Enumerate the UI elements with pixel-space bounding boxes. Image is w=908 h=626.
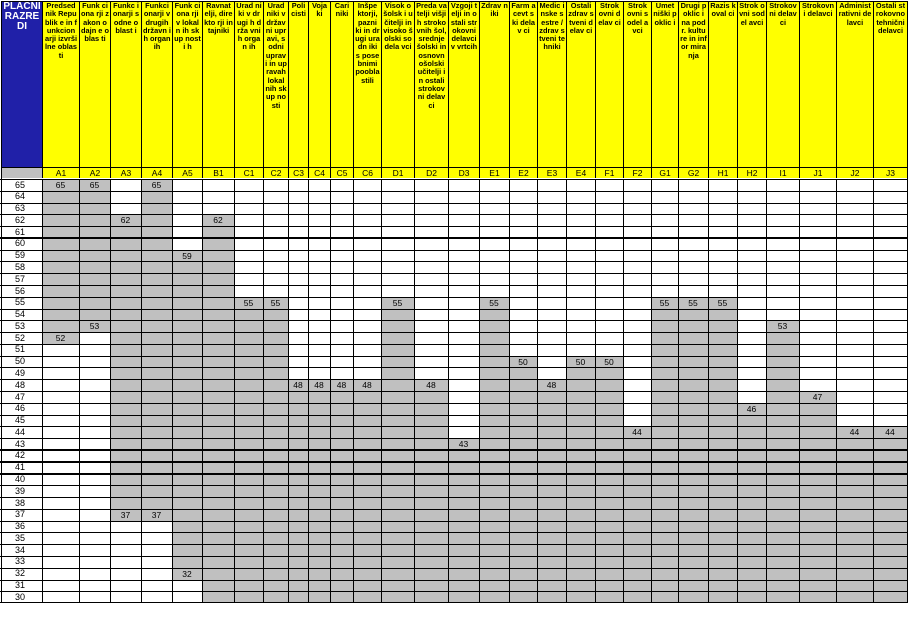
column-divider	[873, 179, 874, 603]
row-divider	[0, 250, 908, 251]
column-divider	[1, 179, 2, 603]
row-divider	[0, 203, 908, 204]
range-bar-c4	[308, 379, 330, 603]
grade-label: 38	[14, 497, 25, 508]
column-code-e2: E2	[509, 167, 537, 178]
range-bar-f1	[595, 356, 623, 603]
column-header-j2: Administrativni delavci	[836, 1, 873, 167]
column-code-d2: D2	[414, 167, 448, 178]
row-divider	[0, 521, 908, 522]
range-max-e3: 48	[546, 380, 557, 391]
row-divider	[0, 273, 908, 274]
range-bar-e3	[537, 379, 566, 603]
row-divider	[0, 403, 908, 404]
row-divider	[0, 391, 908, 392]
grade-label: 51	[14, 344, 25, 355]
row-divider	[0, 320, 908, 321]
column-code-e1: E1	[479, 167, 509, 178]
column-divider	[651, 179, 652, 603]
column-divider	[172, 179, 173, 603]
grade-label: 54	[14, 309, 25, 320]
column-divider	[509, 179, 510, 603]
column-header-e1: Zdrav niki	[479, 1, 509, 167]
range-max-c3: 48	[293, 380, 303, 391]
range-max-b1: 62	[213, 215, 223, 226]
column-code-c1: C1	[234, 167, 263, 178]
row-divider	[0, 214, 908, 215]
column-code-d1: D1	[381, 167, 414, 178]
range-min-a4: 37	[151, 509, 162, 520]
column-divider	[234, 179, 235, 603]
column-divider	[799, 179, 800, 603]
range-bar-j2	[836, 426, 873, 603]
group-divider	[0, 449, 908, 451]
column-header-j1: Strokovni delavci	[799, 1, 836, 167]
row-header-label: PLAČNI RAZREDI	[1, 1, 42, 167]
row-divider	[0, 344, 908, 345]
range-max-j3: 44	[885, 427, 895, 438]
column-divider	[308, 179, 309, 603]
grade-label: 46	[14, 403, 25, 414]
row-divider	[0, 485, 908, 486]
range-max-e2: 50	[518, 356, 528, 367]
column-code-i1: I1	[766, 167, 799, 178]
grade-label: 39	[14, 485, 25, 496]
group-divider	[0, 426, 908, 428]
grade-label: 33	[14, 556, 25, 567]
column-code-d3: D3	[448, 167, 479, 178]
range-bar-c5	[330, 379, 353, 603]
range-max-d2: 48	[426, 380, 436, 391]
column-divider	[141, 179, 142, 603]
column-divider	[330, 179, 331, 603]
grade-label: 48	[14, 379, 25, 390]
column-header-h1: Razis koval ci	[708, 1, 737, 167]
grade-label: 43	[14, 438, 25, 449]
group-divider	[0, 473, 908, 475]
column-code-c4: C4	[308, 167, 330, 178]
range-bar-c3	[288, 379, 308, 603]
grade-label: 32	[14, 568, 25, 579]
column-divider	[737, 179, 738, 603]
range-min-a2: 53	[89, 321, 100, 332]
range-max-c5: 48	[336, 380, 347, 391]
column-code-c2: C2	[263, 167, 288, 178]
range-min-a1: 52	[55, 333, 66, 344]
column-code-h2: H2	[737, 167, 766, 178]
column-divider	[678, 179, 679, 603]
row-divider	[0, 556, 908, 557]
column-divider	[537, 179, 538, 603]
column-code-e3: E3	[537, 167, 566, 178]
column-divider	[263, 179, 264, 603]
column-header-d1: Visok ošolsk i učitelji in visoko šolski sodela vci	[381, 1, 414, 167]
row-divider	[0, 367, 908, 368]
row-divider	[0, 497, 908, 498]
grade-label: 34	[14, 544, 25, 555]
grade-label: 64	[14, 191, 25, 202]
column-header-e3: Medic inske sestre / zdrav stveni tehniki	[537, 1, 566, 167]
range-bar-j3	[873, 426, 907, 603]
column-header-a5: Funk ciona rji v lokaln ih skup nosti h	[172, 1, 202, 167]
range-min-a3: 37	[120, 509, 131, 520]
column-header-f2: Strok ovni sodel avci	[623, 1, 651, 167]
range-max-h2: 46	[746, 403, 757, 414]
grade-label: 63	[14, 203, 25, 214]
column-divider	[353, 179, 354, 603]
column-header-h2: Strok ovni sodel avci	[737, 1, 766, 167]
column-divider	[42, 179, 43, 603]
row-divider	[0, 179, 908, 180]
range-bar-f2	[623, 426, 651, 603]
row-divider	[0, 544, 908, 545]
grade-label: 37	[14, 509, 25, 520]
column-code-c5: C5	[330, 167, 353, 178]
grade-label: 47	[14, 391, 25, 402]
range-max-a4: 65	[151, 180, 162, 190]
column-code-j1: J1	[799, 167, 836, 178]
row-divider	[0, 602, 908, 603]
column-divider	[288, 179, 289, 603]
column-header-d2: Preda vatelji višjih strokovnih šol, srednje šolski in osnovn ošolski učitelji in ostali strokovni delavci	[414, 1, 448, 167]
range-max-c1: 55	[243, 297, 254, 308]
grade-label: 40	[14, 474, 25, 484]
group-divider	[0, 438, 908, 440]
group-divider	[0, 461, 908, 463]
column-header-i1: Strokovni delavci	[766, 1, 799, 167]
column-code-j2: J2	[836, 167, 873, 178]
column-divider	[110, 179, 111, 603]
column-divider	[448, 179, 449, 603]
column-divider	[381, 179, 382, 603]
grade-label: 49	[14, 367, 25, 378]
column-header-c1: Urad niki v drugi h drža vnih organ ih	[234, 1, 263, 167]
range-max-i1: 53	[777, 321, 788, 332]
row-divider	[0, 415, 908, 416]
range-max-d3: 43	[458, 439, 469, 450]
column-code-b1: B1	[202, 167, 234, 178]
range-max-c4: 48	[314, 380, 324, 391]
row-divider	[0, 568, 908, 569]
group-divider	[0, 226, 908, 228]
column-header-c5: Cari niki	[330, 1, 353, 167]
range-max-e4: 50	[575, 356, 586, 367]
grade-label: 41	[14, 462, 25, 473]
column-header-e2: Farm acevt ski delav ci	[509, 1, 537, 167]
column-header-a3: Funkc ionarji sodne oblast i	[110, 1, 141, 167]
column-header-d3: Vzgoji telji in ostali strokovni delavci v vrtcih	[448, 1, 479, 167]
column-header-a4: Funkci onarji v drugih državn ih organih	[141, 1, 172, 167]
column-header-a2: Funk ciona rji zakon odajn e oblas ti	[79, 1, 110, 167]
column-divider	[202, 179, 203, 603]
column-code-a4: A4	[141, 167, 172, 178]
column-code-e4: E4	[566, 167, 595, 178]
range-max-f1: 50	[604, 356, 614, 367]
grade-label: 52	[14, 332, 25, 343]
range-max-a2: 65	[89, 180, 100, 190]
grade-label: 59	[14, 250, 25, 261]
column-divider	[79, 179, 80, 603]
column-header-c6: Inšpe ktorji, pazni ki in drugi uradn iki s pose bnimi pooblastili	[353, 1, 381, 167]
row-divider	[0, 509, 908, 510]
grade-label: 58	[14, 261, 25, 272]
column-divider	[566, 179, 567, 603]
range-max-d1: 55	[392, 297, 403, 308]
column-header-g1: Umet niški poklic i	[651, 1, 678, 167]
range-bar-e2	[509, 356, 537, 603]
grade-label: 35	[14, 532, 25, 543]
range-max-a1: 65	[55, 180, 66, 190]
column-code-a5: A5	[172, 167, 202, 178]
column-divider	[479, 179, 480, 603]
range-max-c6: 48	[362, 380, 372, 391]
column-divider	[836, 179, 837, 603]
grade-label: 36	[14, 521, 25, 532]
column-divider	[708, 179, 709, 603]
grade-label: 42	[14, 450, 25, 461]
grade-label: 61	[14, 226, 25, 237]
grade-label: 30	[14, 591, 25, 602]
column-header-c3: Poli cisti	[288, 1, 308, 167]
grade-label: 65	[14, 179, 25, 190]
range-bar-c6	[353, 379, 381, 603]
range-bar-d2	[414, 379, 448, 603]
row-divider	[0, 379, 908, 380]
range-max-j2: 44	[849, 427, 860, 438]
row-divider	[0, 591, 908, 592]
range-max-e1: 55	[489, 297, 499, 308]
column-code-c3: C3	[288, 167, 308, 178]
column-header-c4: Voja ki	[308, 1, 330, 167]
grade-label: 45	[14, 415, 25, 426]
column-divider	[766, 179, 767, 603]
range-max-g2: 55	[688, 297, 698, 308]
range-bar-e4	[566, 356, 595, 603]
grade-label: 50	[14, 356, 25, 367]
grade-label: 57	[14, 273, 25, 284]
column-code-c6: C6	[353, 167, 381, 178]
column-header-j3: Ostali strokovno tehnični delavci	[873, 1, 907, 167]
range-bar-a4	[141, 179, 172, 521]
row-divider	[0, 297, 908, 298]
row-divider	[0, 580, 908, 581]
range-bar-h2	[737, 403, 766, 603]
column-header-g2: Drugi poklic i na podr. kulture in infor miranja	[678, 1, 708, 167]
row-divider	[0, 261, 908, 262]
range-max-j1: 47	[812, 392, 823, 403]
row-divider	[0, 191, 908, 192]
column-code-f1: F1	[595, 167, 623, 178]
grade-label: 62	[14, 214, 25, 225]
column-header-a1: Predsed nik Republik e in funkcion arji izvršilne oblasti	[42, 1, 79, 167]
grade-label: 55	[14, 297, 25, 308]
range-max-g1: 55	[659, 297, 670, 308]
column-divider	[623, 179, 624, 603]
column-header-e4: Ostali zdrav stveni delav ci	[566, 1, 595, 167]
row-divider	[0, 309, 908, 310]
range-min-a5: 32	[182, 568, 192, 579]
column-code-a3: A3	[110, 167, 141, 178]
grade-label: 44	[14, 426, 25, 437]
row-divider	[0, 532, 908, 533]
grade-label: 60	[14, 238, 25, 249]
row-divider	[0, 332, 908, 333]
column-code-f2: F2	[623, 167, 651, 178]
column-header-c2: Urad niki v držav ni upravi, sodni upravi in upravah lokal nih skup nosti	[263, 1, 288, 167]
column-code-g1: G1	[651, 167, 678, 178]
range-max-c2: 55	[270, 297, 281, 308]
column-code-a2: A2	[79, 167, 110, 178]
range-max-h1: 55	[717, 297, 728, 308]
range-max-f2: 44	[632, 427, 642, 438]
row-divider	[0, 356, 908, 357]
column-divider	[414, 179, 415, 603]
row-header-code-blank	[1, 167, 42, 178]
column-code-h1: H1	[708, 167, 737, 178]
group-divider	[0, 237, 908, 239]
grade-label: 56	[14, 285, 25, 296]
range-max-a5: 59	[182, 250, 192, 261]
grade-label: 53	[14, 320, 25, 331]
column-divider	[595, 179, 596, 603]
group-divider	[0, 285, 908, 287]
column-header-b1: Ravnat elji, direkto rji in tajniki	[202, 1, 234, 167]
column-code-j3: J3	[873, 167, 907, 178]
column-code-g2: G2	[678, 167, 708, 178]
column-code-a1: A1	[42, 167, 79, 178]
column-header-f1: Strok ovni delav ci	[595, 1, 623, 167]
grade-label: 31	[14, 580, 25, 591]
range-max-a3: 62	[120, 215, 131, 226]
